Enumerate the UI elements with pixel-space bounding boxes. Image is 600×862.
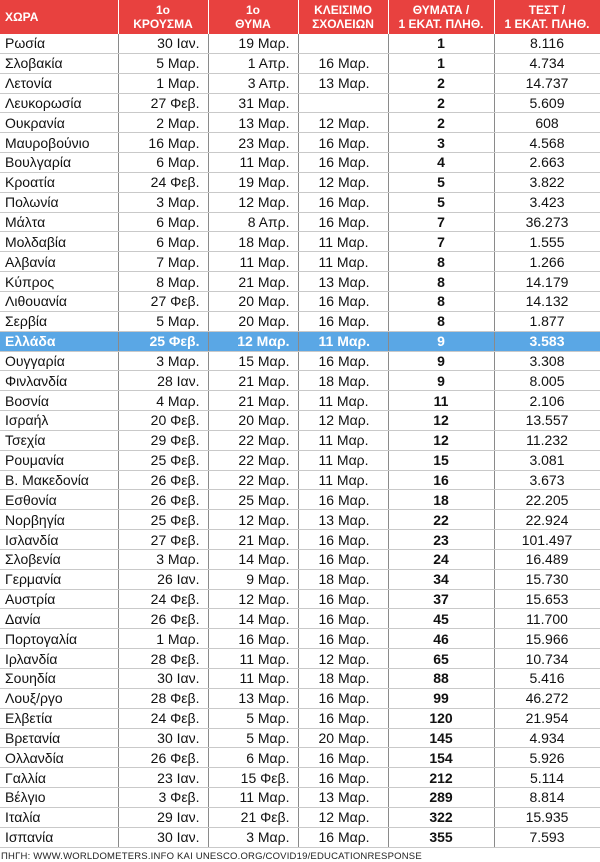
deaths-per-million-cell: 45 — [388, 609, 494, 629]
table-row — [0, 93, 600, 113]
school-closure-cell: 11 Μαρ. — [298, 450, 388, 470]
tests-per-million-cell: 2.663 — [494, 153, 600, 173]
tests-per-million-cell: 11.700 — [494, 609, 600, 629]
tests-per-million-cell: 5.609 — [494, 93, 600, 113]
country-cell: Ελβετία — [0, 708, 118, 728]
first-case-cell: 3 Μαρ. — [118, 549, 208, 569]
first-death-cell: 14 Μαρ. — [208, 549, 298, 569]
first-case-cell: 1 Μαρ. — [118, 73, 208, 93]
school-closure-cell: 16 Μαρ. — [298, 768, 388, 788]
school-closure-cell: 13 Μαρ. — [298, 510, 388, 530]
first-death-cell: 1 Απρ. — [208, 53, 298, 73]
tests-per-million-cell: 8.005 — [494, 371, 600, 391]
table-row — [0, 291, 600, 311]
school-closure-cell: 16 Μαρ. — [298, 133, 388, 153]
deaths-per-million-cell: 9 — [388, 331, 494, 351]
deaths-per-million-cell: 5 — [388, 172, 494, 192]
school-closure-cell — [298, 93, 388, 113]
deaths-per-million-cell: 5 — [388, 192, 494, 212]
deaths-per-million-cell: 2 — [388, 113, 494, 133]
school-closure-cell: 16 Μαρ. — [298, 708, 388, 728]
table-row — [0, 768, 600, 788]
first-death-cell: 20 Μαρ. — [208, 311, 298, 331]
first-death-cell: 12 Μαρ. — [208, 510, 298, 530]
first-death-cell: 18 Μαρ. — [208, 232, 298, 252]
table-row — [0, 371, 600, 391]
first-case-cell: 6 Μαρ. — [118, 212, 208, 232]
first-death-cell: 12 Μαρ. — [208, 192, 298, 212]
first-death-cell: 11 Μαρ. — [208, 252, 298, 272]
first-death-cell: 8 Απρ. — [208, 212, 298, 232]
tests-per-million-cell: 15.653 — [494, 589, 600, 609]
country-cell: Μάλτα — [0, 212, 118, 232]
tests-per-million-cell: 14.132 — [494, 291, 600, 311]
first-death-cell: 3 Μαρ. — [208, 827, 298, 847]
country-cell: Ισλανδία — [0, 530, 118, 550]
deaths-per-million-cell: 7 — [388, 212, 494, 232]
first-death-cell: 9 Μαρ. — [208, 569, 298, 589]
table-row — [0, 411, 600, 431]
first-case-cell: 26 Φεβ. — [118, 470, 208, 490]
table-row — [0, 549, 600, 569]
tests-per-million-cell: 7.593 — [494, 827, 600, 847]
deaths-per-million-cell: 12 — [388, 411, 494, 431]
first-case-cell: 20 Φεβ. — [118, 411, 208, 431]
country-cell: Γερμανία — [0, 569, 118, 589]
school-closure-cell: 13 Μαρ. — [298, 272, 388, 292]
country-cell: Κροατία — [0, 172, 118, 192]
tests-per-million-cell: 11.232 — [494, 430, 600, 450]
deaths-per-million-cell: 2 — [388, 93, 494, 113]
first-case-cell: 28 Φεβ. — [118, 688, 208, 708]
first-case-cell: 25 Φεβ. — [118, 450, 208, 470]
school-closure-cell: 16 Μαρ. — [298, 589, 388, 609]
first-death-cell: 6 Μαρ. — [208, 748, 298, 768]
header-first-case: 1ο ΚΡΟΥΣΜΑ — [118, 0, 208, 34]
country-cell: Τσεχία — [0, 430, 118, 450]
first-death-cell: 20 Μαρ. — [208, 291, 298, 311]
first-death-cell: 15 Φεβ. — [208, 768, 298, 788]
deaths-per-million-cell: 23 — [388, 530, 494, 550]
school-closure-cell: 11 Μαρ. — [298, 331, 388, 351]
first-death-cell: 13 Μαρ. — [208, 688, 298, 708]
table-row — [0, 788, 600, 808]
school-closure-cell: 16 Μαρ. — [298, 490, 388, 510]
school-closure-cell: 16 Μαρ. — [298, 629, 388, 649]
first-death-cell: 22 Μαρ. — [208, 470, 298, 490]
country-cell: Γαλλία — [0, 768, 118, 788]
first-case-cell: 6 Μαρ. — [118, 232, 208, 252]
school-closure-cell: 16 Μαρ. — [298, 53, 388, 73]
deaths-per-million-cell: 1 — [388, 53, 494, 73]
table-row — [0, 133, 600, 153]
tests-per-million-cell: 22.924 — [494, 510, 600, 530]
deaths-per-million-cell: 3 — [388, 133, 494, 153]
first-death-cell: 3 Απρ. — [208, 73, 298, 93]
tests-per-million-cell: 8.814 — [494, 788, 600, 808]
table-row — [0, 470, 600, 490]
table-row — [0, 272, 600, 292]
tests-per-million-cell: 15.935 — [494, 807, 600, 827]
deaths-per-million-cell: 212 — [388, 768, 494, 788]
school-closure-cell: 16 Μαρ. — [298, 827, 388, 847]
first-death-cell: 31 Μαρ. — [208, 93, 298, 113]
first-case-cell: 7 Μαρ. — [118, 252, 208, 272]
deaths-per-million-cell: 7 — [388, 232, 494, 252]
school-closure-cell: 11 Μαρ. — [298, 391, 388, 411]
header-deaths-per-million: ΘΥΜΑΤΑ / 1 ΕΚΑΤ. ΠΛΗΘ. — [388, 0, 494, 34]
deaths-per-million-cell: 46 — [388, 629, 494, 649]
deaths-per-million-cell: 34 — [388, 569, 494, 589]
first-case-cell: 4 Μαρ. — [118, 391, 208, 411]
country-cell: Λιθουανία — [0, 291, 118, 311]
tests-per-million-cell: 15.966 — [494, 629, 600, 649]
table-row — [0, 807, 600, 827]
tests-per-million-cell: 3.673 — [494, 470, 600, 490]
first-death-cell: 14 Μαρ. — [208, 609, 298, 629]
table-row — [0, 73, 600, 93]
first-case-cell: 5 Μαρ. — [118, 53, 208, 73]
tests-per-million-cell: 16.489 — [494, 549, 600, 569]
country-cell: Λετονία — [0, 73, 118, 93]
deaths-per-million-cell: 65 — [388, 649, 494, 669]
first-death-cell: 15 Μαρ. — [208, 351, 298, 371]
first-case-cell: 30 Ιαν. — [118, 827, 208, 847]
first-case-cell: 29 Φεβ. — [118, 430, 208, 450]
country-cell: Σουηδία — [0, 669, 118, 689]
country-cell: Ρωσία — [0, 34, 118, 53]
first-case-cell: 24 Φεβ. — [118, 708, 208, 728]
tests-per-million-cell: 15.730 — [494, 569, 600, 589]
table-row — [0, 212, 600, 232]
country-cell: Ελλάδα — [0, 331, 118, 351]
tests-per-million-cell: 3.308 — [494, 351, 600, 371]
table-row — [0, 351, 600, 371]
deaths-per-million-cell: 355 — [388, 827, 494, 847]
tests-per-million-cell: 4.934 — [494, 728, 600, 748]
tests-per-million-cell: 3.822 — [494, 172, 600, 192]
deaths-per-million-cell: 22 — [388, 510, 494, 530]
country-cell: Σερβία — [0, 311, 118, 331]
header-school-closure: ΚΛΕΙΣΙΜΟ ΣΧΟΛΕΙΩΝ — [298, 0, 388, 34]
tests-per-million-cell: 608 — [494, 113, 600, 133]
deaths-per-million-cell: 8 — [388, 291, 494, 311]
tests-per-million-cell: 1.877 — [494, 311, 600, 331]
first-case-cell: 24 Φεβ. — [118, 172, 208, 192]
table-row — [0, 450, 600, 470]
first-death-cell: 19 Μαρ. — [208, 172, 298, 192]
deaths-per-million-cell: 9 — [388, 351, 494, 371]
school-closure-cell: 16 Μαρ. — [298, 291, 388, 311]
school-closure-cell: 16 Μαρ. — [298, 530, 388, 550]
first-death-cell: 21 Μαρ. — [208, 530, 298, 550]
country-cell: Σλοβακία — [0, 53, 118, 73]
first-case-cell: 28 Φεβ. — [118, 649, 208, 669]
first-case-cell: 30 Ιαν. — [118, 34, 208, 53]
table-body — [0, 34, 600, 847]
country-cell: Εσθονία — [0, 490, 118, 510]
table-row — [0, 391, 600, 411]
first-death-cell: 13 Μαρ. — [208, 113, 298, 133]
first-death-cell: 5 Μαρ. — [208, 728, 298, 748]
school-closure-cell: 12 Μαρ. — [298, 649, 388, 669]
country-cell: Βουλγαρία — [0, 153, 118, 173]
source-note: ΠΗΓΗ: WWW.WORLDOMETERS.INFO ΚΑΙ UNESCO.ORG/COVID19/EDUCATIONRESPONSE — [1, 850, 422, 862]
first-case-cell: 27 Φεβ. — [118, 291, 208, 311]
first-death-cell: 25 Μαρ. — [208, 490, 298, 510]
table-row — [0, 688, 600, 708]
first-death-cell: 21 Φεβ. — [208, 807, 298, 827]
first-case-cell: 3 Μαρ. — [118, 192, 208, 212]
deaths-per-million-cell: 8 — [388, 252, 494, 272]
school-closure-cell: 16 Μαρ. — [298, 311, 388, 331]
school-closure-cell: 16 Μαρ. — [298, 688, 388, 708]
country-cell: Κύπρος — [0, 272, 118, 292]
deaths-per-million-cell: 24 — [388, 549, 494, 569]
first-case-cell: 6 Μαρ. — [118, 153, 208, 173]
country-cell: Ουγγαρία — [0, 351, 118, 371]
first-case-cell: 24 Φεβ. — [118, 589, 208, 609]
table-row — [0, 311, 600, 331]
first-case-cell: 1 Μαρ. — [118, 629, 208, 649]
tests-per-million-cell: 36.273 — [494, 212, 600, 232]
deaths-per-million-cell: 289 — [388, 788, 494, 808]
first-death-cell: 11 Μαρ. — [208, 153, 298, 173]
table-row — [0, 609, 600, 629]
school-closure-cell: 16 Μαρ. — [298, 192, 388, 212]
country-cell: Βοσνία — [0, 391, 118, 411]
first-case-cell: 26 Φεβ. — [118, 748, 208, 768]
table-row — [0, 153, 600, 173]
school-closure-cell: 16 Μαρ. — [298, 609, 388, 629]
table-row — [0, 53, 600, 73]
school-closure-cell: 11 Μαρ. — [298, 252, 388, 272]
tests-per-million-cell: 14.737 — [494, 73, 600, 93]
first-case-cell: 30 Ιαν. — [118, 728, 208, 748]
school-closure-cell: 18 Μαρ. — [298, 569, 388, 589]
tests-per-million-cell: 21.954 — [494, 708, 600, 728]
first-death-cell: 23 Μαρ. — [208, 133, 298, 153]
first-case-cell: 26 Φεβ. — [118, 490, 208, 510]
deaths-per-million-cell: 1 — [388, 34, 494, 53]
country-cell: Λευκορωσία — [0, 93, 118, 113]
tests-per-million-cell: 2.106 — [494, 391, 600, 411]
table-row — [0, 490, 600, 510]
table-row — [0, 252, 600, 272]
first-death-cell: 11 Μαρ. — [208, 788, 298, 808]
first-case-cell: 26 Ιαν. — [118, 569, 208, 589]
first-case-cell: 16 Μαρ. — [118, 133, 208, 153]
tests-per-million-cell: 10.734 — [494, 649, 600, 669]
tests-per-million-cell: 1.555 — [494, 232, 600, 252]
tests-per-million-cell: 8.116 — [494, 34, 600, 53]
first-death-cell: 5 Μαρ. — [208, 708, 298, 728]
tests-per-million-cell: 3.423 — [494, 192, 600, 212]
table-row — [0, 430, 600, 450]
tests-per-million-cell: 3.583 — [494, 331, 600, 351]
country-cell: Ρουμανία — [0, 450, 118, 470]
first-death-cell: 11 Μαρ. — [208, 669, 298, 689]
first-case-cell: 30 Ιαν. — [118, 669, 208, 689]
school-closure-cell: 13 Μαρ. — [298, 73, 388, 93]
school-closure-cell: 16 Μαρ. — [298, 212, 388, 232]
first-case-cell: 5 Μαρ. — [118, 311, 208, 331]
deaths-per-million-cell: 11 — [388, 391, 494, 411]
first-case-cell: 25 Φεβ. — [118, 510, 208, 530]
table-row — [0, 708, 600, 728]
country-cell: Αυστρία — [0, 589, 118, 609]
table-row — [0, 172, 600, 192]
first-case-cell: 28 Ιαν. — [118, 371, 208, 391]
tests-per-million-cell: 46.272 — [494, 688, 600, 708]
country-cell: Ιταλία — [0, 807, 118, 827]
deaths-per-million-cell: 8 — [388, 311, 494, 331]
deaths-per-million-cell: 16 — [388, 470, 494, 490]
school-closure-cell: 18 Μαρ. — [298, 669, 388, 689]
country-cell: Ουκρανία — [0, 113, 118, 133]
deaths-per-million-cell: 4 — [388, 153, 494, 173]
first-case-cell: 29 Ιαν. — [118, 807, 208, 827]
deaths-per-million-cell: 99 — [388, 688, 494, 708]
school-closure-cell: 11 Μαρ. — [298, 470, 388, 490]
table-row — [0, 34, 600, 53]
tests-per-million-cell: 101.497 — [494, 530, 600, 550]
country-cell: Β. Μακεδονία — [0, 470, 118, 490]
deaths-per-million-cell: 154 — [388, 748, 494, 768]
country-cell: Λουξ/ργο — [0, 688, 118, 708]
first-death-cell: 21 Μαρ. — [208, 272, 298, 292]
tests-per-million-cell: 13.557 — [494, 411, 600, 431]
table-row — [0, 669, 600, 689]
table-row — [0, 748, 600, 768]
country-cell: Ιρλανδία — [0, 649, 118, 669]
table-row — [0, 649, 600, 669]
tests-per-million-cell: 14.179 — [494, 272, 600, 292]
deaths-per-million-cell: 322 — [388, 807, 494, 827]
tests-per-million-cell: 3.081 — [494, 450, 600, 470]
table-row — [0, 113, 600, 133]
tests-per-million-cell: 4.734 — [494, 53, 600, 73]
first-case-cell: 23 Ιαν. — [118, 768, 208, 788]
tests-per-million-cell: 22.205 — [494, 490, 600, 510]
header-first-death: 1ο ΘΥΜΑ — [208, 0, 298, 34]
first-death-cell: 16 Μαρ. — [208, 629, 298, 649]
school-closure-cell: 13 Μαρ. — [298, 788, 388, 808]
country-cell: Ολλανδία — [0, 748, 118, 768]
table-row — [0, 629, 600, 649]
country-cell: Νορβηγία — [0, 510, 118, 530]
school-closure-cell: 16 Μαρ. — [298, 748, 388, 768]
first-case-cell: 27 Φεβ. — [118, 93, 208, 113]
deaths-per-million-cell: 120 — [388, 708, 494, 728]
school-closure-cell — [298, 34, 388, 53]
table-row — [0, 530, 600, 550]
school-closure-cell: 16 Μαρ. — [298, 549, 388, 569]
deaths-per-million-cell: 15 — [388, 450, 494, 470]
country-cell: Πορτογαλία — [0, 629, 118, 649]
deaths-per-million-cell: 18 — [388, 490, 494, 510]
deaths-per-million-cell: 12 — [388, 430, 494, 450]
school-closure-cell: 16 Μαρ. — [298, 351, 388, 371]
school-closure-cell: 11 Μαρ. — [298, 232, 388, 252]
table-row — [0, 827, 600, 847]
country-cell: Πολωνία — [0, 192, 118, 212]
table-row — [0, 192, 600, 212]
country-cell: Ισπανία — [0, 827, 118, 847]
school-closure-cell: 12 Μαρ. — [298, 172, 388, 192]
first-death-cell: 11 Μαρ. — [208, 649, 298, 669]
deaths-per-million-cell: 37 — [388, 589, 494, 609]
first-death-cell: 22 Μαρ. — [208, 430, 298, 450]
school-closure-cell: 12 Μαρ. — [298, 113, 388, 133]
first-case-cell: 3 Μαρ. — [118, 351, 208, 371]
country-cell: Βέλγιο — [0, 788, 118, 808]
tests-per-million-cell: 4.568 — [494, 133, 600, 153]
first-death-cell: 21 Μαρ. — [208, 391, 298, 411]
deaths-per-million-cell: 145 — [388, 728, 494, 748]
table-row — [0, 232, 600, 252]
tests-per-million-cell: 5.416 — [494, 669, 600, 689]
school-closure-cell: 18 Μαρ. — [298, 371, 388, 391]
school-closure-cell: 12 Μαρ. — [298, 807, 388, 827]
first-case-cell: 25 Φεβ. — [118, 331, 208, 351]
school-closure-cell: 11 Μαρ. — [298, 430, 388, 450]
school-closure-cell: 20 Μαρ. — [298, 728, 388, 748]
first-death-cell: 22 Μαρ. — [208, 450, 298, 470]
deaths-per-million-cell: 9 — [388, 371, 494, 391]
header-tests-per-million: ΤΕΣΤ / 1 ΕΚΑΤ. ΠΛΗΘ. — [494, 0, 600, 34]
header-country: ΧΩΡΑ — [0, 0, 118, 34]
first-case-cell: 8 Μαρ. — [118, 272, 208, 292]
table-row — [0, 589, 600, 609]
tests-per-million-cell: 5.114 — [494, 768, 600, 788]
first-case-cell: 2 Μαρ. — [118, 113, 208, 133]
country-cell: Σλοβενία — [0, 549, 118, 569]
table-row — [0, 510, 600, 530]
header-row — [0, 0, 600, 34]
tests-per-million-cell: 5.926 — [494, 748, 600, 768]
tests-per-million-cell: 1.266 — [494, 252, 600, 272]
deaths-per-million-cell: 8 — [388, 272, 494, 292]
country-cell: Μαυροβούνιο — [0, 133, 118, 153]
first-death-cell: 20 Μαρ. — [208, 411, 298, 431]
school-closure-cell: 16 Μαρ. — [298, 153, 388, 173]
country-cell: Αλβανία — [0, 252, 118, 272]
first-death-cell: 12 Μαρ. — [208, 589, 298, 609]
country-cell: Μολδαβία — [0, 232, 118, 252]
table-row — [0, 728, 600, 748]
first-case-cell: 26 Φεβ. — [118, 609, 208, 629]
first-case-cell: 27 Φεβ. — [118, 530, 208, 550]
first-death-cell: 19 Μαρ. — [208, 34, 298, 53]
deaths-per-million-cell: 2 — [388, 73, 494, 93]
first-death-cell: 12 Μαρ. — [208, 331, 298, 351]
country-cell: Δανία — [0, 609, 118, 629]
table-row-highlighted — [0, 331, 600, 351]
country-cell: Βρετανία — [0, 728, 118, 748]
country-cell: Φινλανδία — [0, 371, 118, 391]
first-death-cell: 21 Μαρ. — [208, 371, 298, 391]
first-case-cell: 3 Φεβ. — [118, 788, 208, 808]
deaths-per-million-cell: 88 — [388, 669, 494, 689]
school-closure-cell: 12 Μαρ. — [298, 411, 388, 431]
country-cell: Ισραήλ — [0, 411, 118, 431]
table-row — [0, 569, 600, 589]
